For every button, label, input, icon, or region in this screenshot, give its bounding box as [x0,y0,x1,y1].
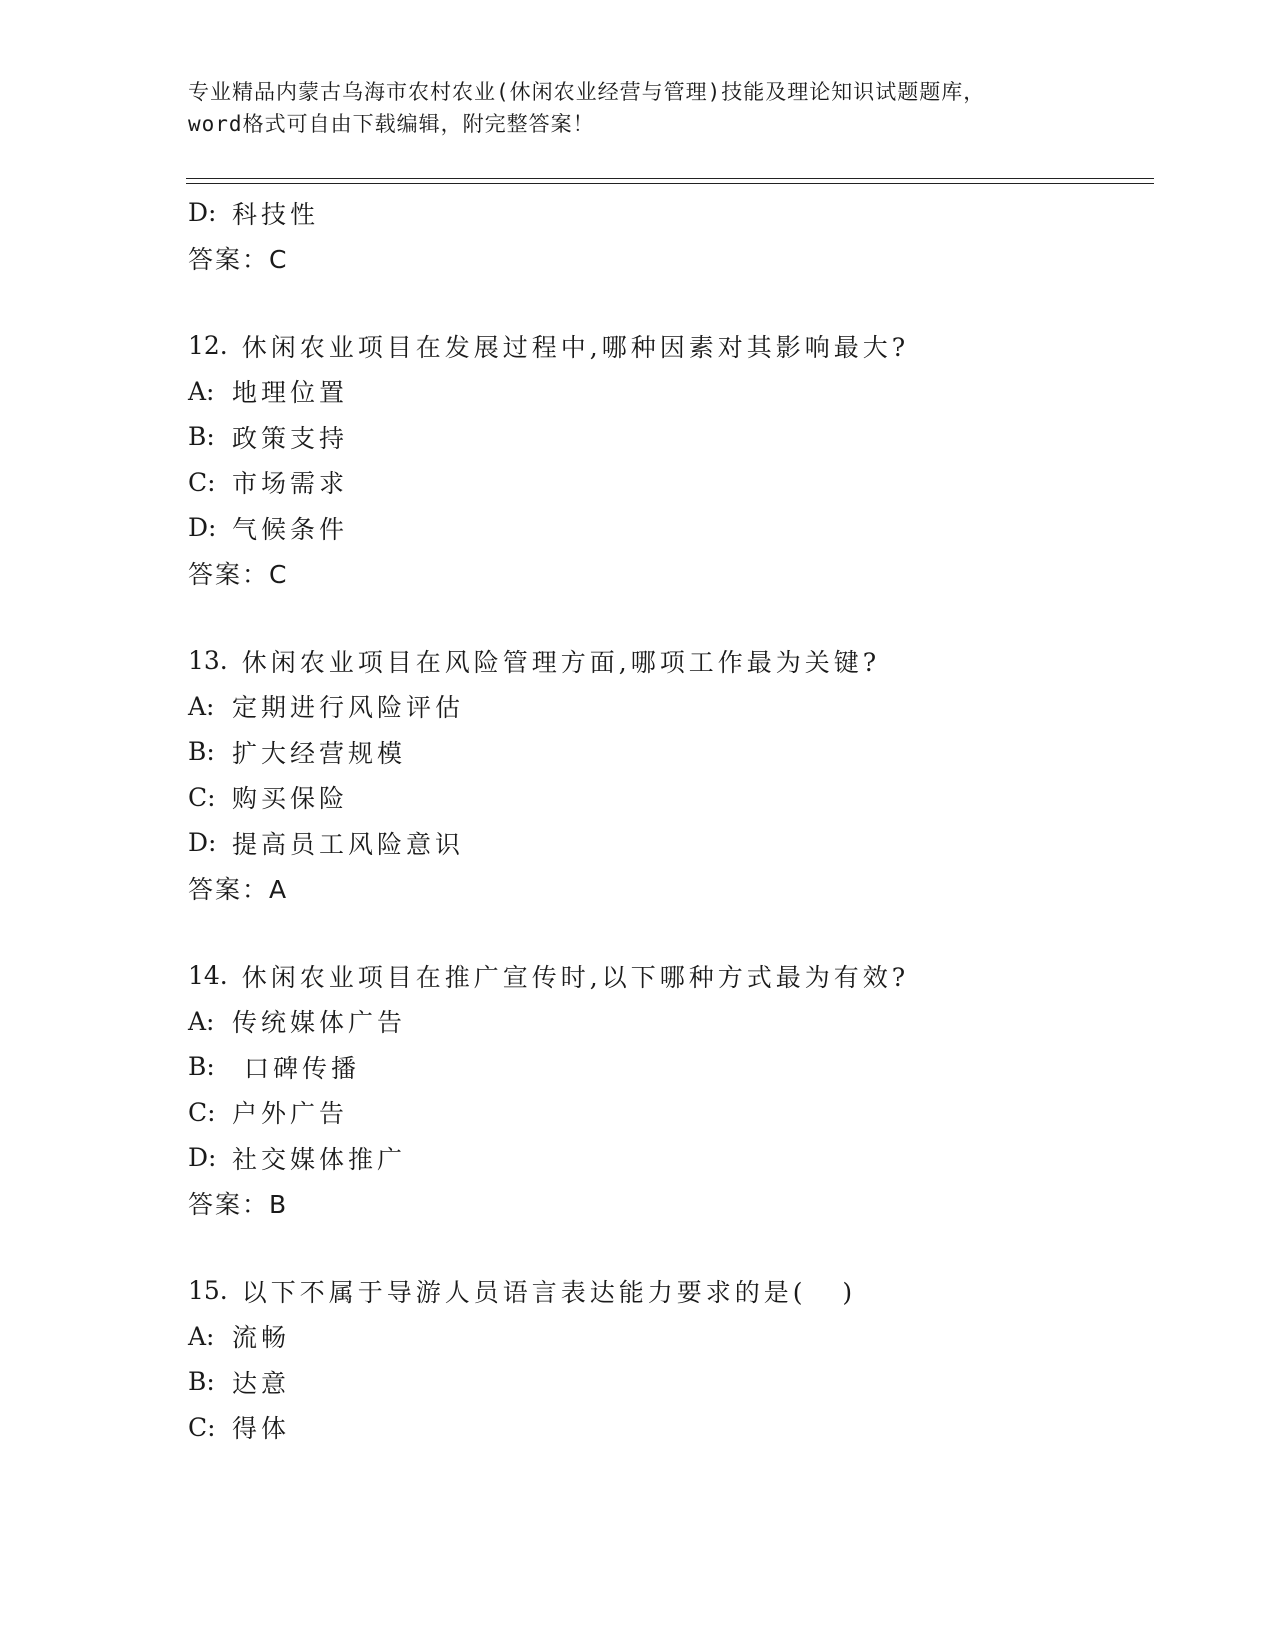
question-stem [188,1268,1148,1314]
option-letter: D: [188,198,217,228]
option-row [188,1044,1148,1090]
question-text: 以下不属于导游人员语言表达能力要求的是( ) [241,1277,857,1307]
option-text: 提高员工风险意识 [232,829,465,859]
option-row [188,414,1148,460]
option-letter: B: [188,1052,215,1082]
option-row [188,999,1148,1045]
option-row [188,1314,1148,1360]
option-row [188,1090,1148,1136]
option-text: 市场需求 [232,469,349,499]
question-stem [188,323,1148,369]
option-text: 购买保险 [232,784,349,814]
option-row [188,369,1148,415]
question-number: 14. [188,961,228,991]
answer-line: 答案：C [188,245,289,275]
question-text: 休闲农业项目在发展过程中,哪种因素对其影响最大? [241,332,910,362]
question-stem [188,638,1148,684]
question-text: 休闲农业项目在推广宣传时,以下哪种方式最为有效? [241,962,910,992]
document-header [188,76,1088,140]
option-text: 传统媒体广告 [232,1008,407,1038]
option-row [188,1359,1148,1405]
option-text: 定期进行风险评估 [232,693,465,723]
option-text: 口碑传播 [232,1053,360,1083]
option-row [188,1135,1148,1181]
option-row [188,190,1148,236]
option-letter: A: [188,1321,215,1351]
option-letter: D: [188,513,217,543]
option-row [188,460,1148,506]
option-text: 科技性 [232,199,320,229]
header-divider-bottom [186,183,1154,184]
option-letter: B: [188,422,215,452]
option-letter: C: [188,1412,216,1442]
answer-line: 答案：B [188,1190,289,1220]
question-text: 休闲农业项目在风险管理方面,哪项工作最为关键? [241,647,881,677]
answer-line: 答案：A [188,875,289,905]
question-stem [188,953,1148,999]
option-text: 得体 [232,1414,291,1444]
option-text: 地理位置 [232,378,349,408]
header-line-2: word格式可自由下载编辑，附完整答案！ [188,112,595,136]
option-row [188,775,1148,821]
option-letter: D: [188,1143,217,1173]
option-text: 政策支持 [232,423,349,453]
option-text: 扩大经营规模 [232,738,407,768]
option-text: 气候条件 [232,514,349,544]
question-number: 15. [188,1276,228,1306]
option-row [188,684,1148,730]
option-letter: A: [188,376,215,406]
option-letter: B: [188,737,215,767]
header-line-1: 专业精品内蒙古乌海市农村农业(休闲农业经营与管理)技能及理论知识试题题库， [188,80,986,104]
option-letter: C: [188,782,216,812]
option-row [188,729,1148,775]
header-divider-top [186,178,1154,179]
answer-line: 答案：C [188,560,289,590]
option-text: 户外广告 [232,1099,349,1129]
question-list [188,190,1148,1450]
option-row [188,820,1148,866]
option-letter: D: [188,828,217,858]
question-number: 13. [188,646,228,676]
option-letter: A: [188,691,215,721]
option-letter: C: [188,467,216,497]
option-letter: B: [188,1367,215,1397]
option-text: 流畅 [232,1323,291,1353]
option-letter: A: [188,1006,215,1036]
option-letter: C: [188,1097,216,1127]
option-row [188,505,1148,551]
option-row [188,1405,1148,1451]
option-text: 社交媒体推广 [232,1144,407,1174]
question-number: 12. [188,331,228,361]
option-text: 达意 [232,1368,291,1398]
